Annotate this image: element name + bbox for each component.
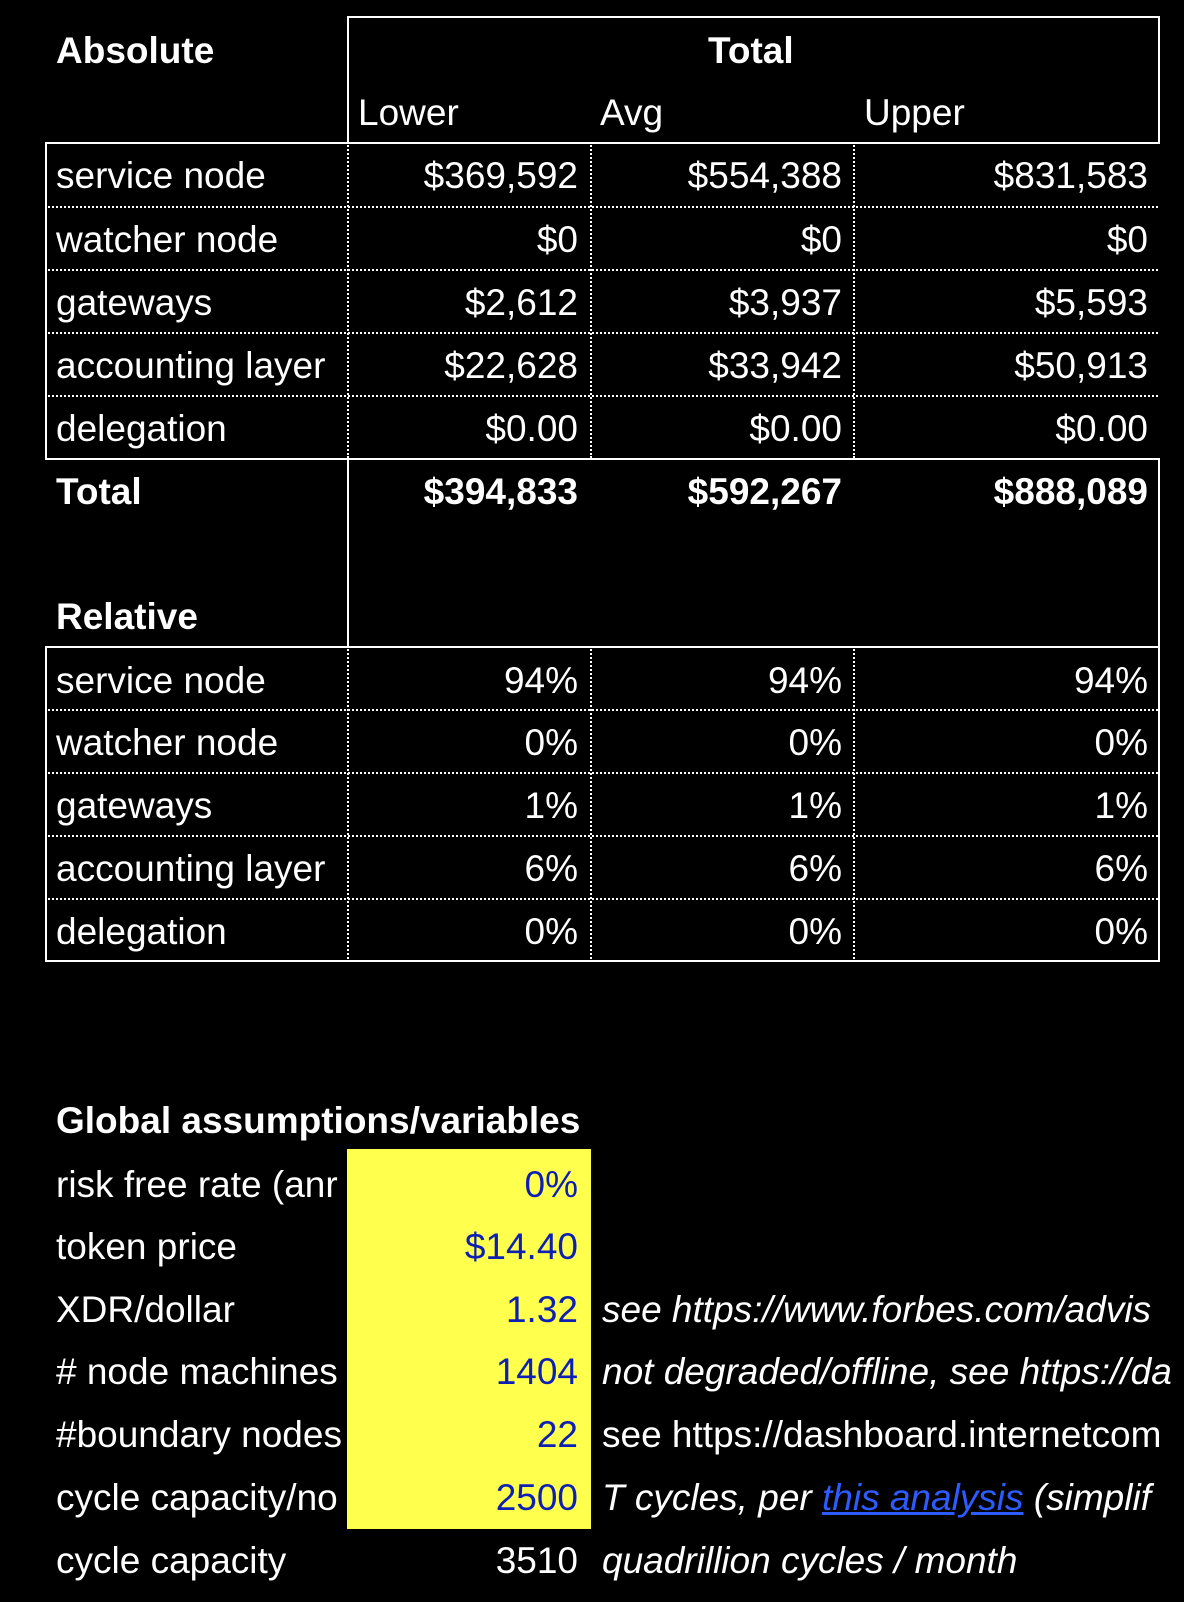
input-highlight	[347, 1149, 591, 1529]
value-lower: 6%	[524, 848, 578, 889]
col-divider	[590, 646, 592, 962]
row-divider	[45, 395, 1158, 397]
note-text: T cycles, per	[602, 1477, 822, 1518]
row-label: accounting layer	[56, 848, 326, 889]
value-upper: 0%	[1094, 722, 1148, 763]
row-divider	[45, 709, 1158, 711]
value-lower: $22,628	[444, 345, 578, 386]
value-avg: 1%	[788, 785, 842, 826]
row-label: delegation	[56, 911, 227, 952]
row-label: service node	[56, 155, 266, 196]
value-avg: $0	[800, 219, 842, 260]
globals-title: Global assumptions/variables	[56, 1100, 581, 1141]
table-bottom-border	[45, 960, 1160, 962]
value-lower: 1%	[524, 785, 578, 826]
var-input-node-machines[interactable]: 1404	[495, 1351, 578, 1392]
col-divider	[853, 646, 855, 962]
total-lower: $394,833	[423, 471, 578, 512]
value-lower: 94%	[503, 660, 578, 701]
value-upper: 0%	[1094, 911, 1148, 952]
value-avg: $554,388	[687, 155, 842, 196]
var-input-risk-free-rate[interactable]: 0%	[524, 1164, 578, 1205]
value-avg: 0%	[788, 911, 842, 952]
var-label: XDR/dollar	[56, 1289, 235, 1330]
total-group-header: Total	[708, 30, 794, 71]
row-divider	[45, 898, 1158, 900]
value-upper: 1%	[1094, 785, 1148, 826]
value-upper: 94%	[1073, 660, 1148, 701]
total-box-right-border	[1158, 458, 1160, 646]
col-divider	[853, 142, 855, 458]
table-left-border	[45, 646, 47, 962]
value-lower: $0	[536, 219, 578, 260]
var-label: #boundary nodes	[56, 1414, 342, 1455]
var-label: # node machines	[56, 1351, 338, 1392]
value-upper: $5,593	[1034, 282, 1148, 323]
row-label: watcher node	[56, 722, 279, 763]
row-divider	[45, 332, 1158, 334]
var-input-xdr-dollar[interactable]: 1.32	[505, 1289, 578, 1330]
total-upper: $888,089	[993, 471, 1148, 512]
value-upper: 6%	[1094, 848, 1148, 889]
table-top-border	[45, 646, 1160, 648]
var-value-cycle-capacity: 3510	[495, 1540, 578, 1581]
row-divider	[45, 206, 1158, 208]
row-label: accounting layer	[56, 345, 326, 386]
var-note: not degraded/offline, see https://da	[602, 1351, 1172, 1392]
value-lower: 0%	[524, 911, 578, 952]
row-divider	[45, 269, 1158, 271]
note-text: (simplif	[1023, 1477, 1151, 1518]
var-note	[602, 1477, 1184, 1519]
var-note: quadrillion cycles / month	[602, 1540, 1018, 1581]
col-header-upper: Upper	[864, 92, 965, 133]
var-label: token price	[56, 1226, 237, 1267]
value-lower: 0%	[524, 722, 578, 763]
col-header-lower: Lower	[358, 92, 459, 133]
row-divider	[45, 835, 1158, 837]
row-label: watcher node	[56, 219, 279, 260]
analysis-link[interactable]: this analysis	[822, 1477, 1024, 1518]
var-input-cycle-capacity-per-node[interactable]: 2500	[495, 1477, 578, 1518]
table-bottom-border	[45, 458, 1160, 460]
header-top-border	[347, 16, 1160, 18]
value-upper: $0	[1106, 219, 1148, 260]
var-label: cycle capacity/no	[56, 1477, 338, 1518]
value-upper: $831,583	[993, 155, 1148, 196]
table-right-border	[1158, 646, 1160, 962]
row-label: gateways	[56, 282, 213, 323]
row-label: delegation	[56, 408, 227, 449]
col-divider	[347, 142, 349, 458]
value-avg: 94%	[767, 660, 842, 701]
relative-label: Relative	[56, 596, 198, 637]
var-label: risk free rate (anr	[56, 1164, 338, 1205]
absolute-label: Absolute	[56, 30, 215, 71]
header-right-border	[1158, 16, 1160, 142]
value-upper: $0.00	[1055, 408, 1148, 449]
value-avg: 0%	[788, 722, 842, 763]
total-box-left-border	[347, 458, 349, 646]
value-avg: 6%	[788, 848, 842, 889]
value-upper: $50,913	[1014, 345, 1148, 386]
row-label: service node	[56, 660, 266, 701]
var-note: see https://dashboard.internetcom	[602, 1414, 1162, 1455]
col-header-avg: Avg	[600, 92, 664, 133]
table-top-border	[45, 142, 1160, 144]
value-avg: $33,942	[708, 345, 842, 386]
table-left-border	[45, 142, 47, 458]
value-lower: $2,612	[464, 282, 578, 323]
col-divider	[347, 646, 349, 962]
value-lower: $0.00	[485, 408, 578, 449]
col-divider	[590, 142, 592, 458]
var-note: see https://www.forbes.com/advis	[602, 1289, 1152, 1330]
row-divider	[45, 772, 1158, 774]
var-label: cycle capacity	[56, 1540, 287, 1581]
value-avg: $3,937	[728, 282, 842, 323]
value-lower: $369,592	[423, 155, 578, 196]
value-avg: $0.00	[749, 408, 842, 449]
var-input-boundary-nodes[interactable]: 22	[536, 1414, 578, 1455]
row-label: gateways	[56, 785, 213, 826]
var-input-token-price[interactable]: $14.40	[464, 1226, 578, 1267]
total-label: Total	[56, 471, 142, 512]
header-left-border	[347, 16, 349, 142]
total-avg: $592,267	[687, 471, 842, 512]
